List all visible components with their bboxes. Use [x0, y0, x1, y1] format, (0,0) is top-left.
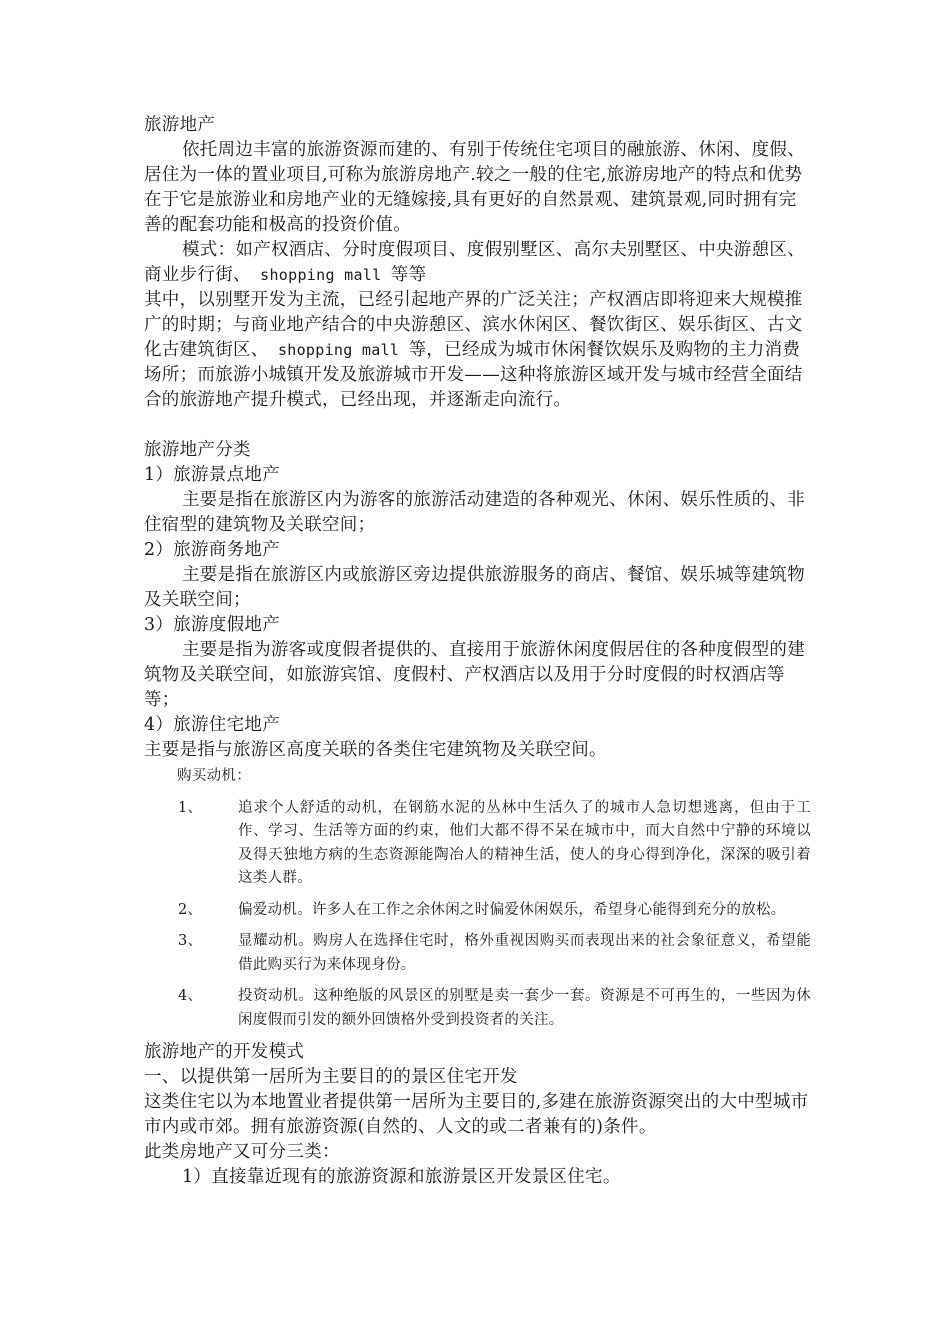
document-body [144, 113, 814, 1190]
motives-title: 购买动机： [177, 768, 251, 784]
dev-paragraph: 此类房地产又可分三类： [144, 1142, 340, 1162]
motive-number: 1、 [178, 799, 203, 816]
motive-item [144, 930, 814, 977]
spacer [144, 413, 814, 438]
motive-number: 2、 [178, 901, 203, 918]
motive-text: 偏爱动机。许多人在工作之余休闲之时偏爱休闲娱乐，希望身心能得到充分的放松。 [238, 901, 786, 918]
mode-mall: shopping mall [250, 266, 391, 284]
motives-section [144, 765, 814, 1032]
doc-title: 旅游地产 [144, 115, 216, 135]
mode-cont-2: 等，已经成为城市休闲餐饮娱乐及购物的主力消费场所；而旅游小城镇开发及旅游城市开发——这种将旅游区域开发与城市经营全面结合的旅游地产提升模式，已经出现，并逐渐走向流行。 [144, 340, 803, 410]
dev-heading: 旅游地产的开发模式 [144, 1042, 305, 1062]
category-desc: 主要是指在旅游区内或旅游区旁边提供旅游服务的商店、餐馆、娱乐城等建筑物及关联空间； [144, 565, 805, 610]
motive-item [144, 797, 814, 891]
category-title: 3）旅游度假地产 [144, 615, 281, 635]
mode-continuation [144, 288, 814, 413]
category-desc: 主要是指为游客或度假者提供的、直接用于旅游休闲度假居住的各种度假型的建筑物及关联空间，如旅游宾馆、度假村、产权酒店以及用于分时度假的时权酒店等等； [144, 640, 805, 710]
dev-paragraph: 这类住宅以为本地置业者提供第一居所为主要目的,多建在旅游资源突出的大中型城市市内或市郊。拥有旅游资源(自然的、人文的或二者兼有的)条件。 [144, 1092, 809, 1137]
category-heading: 旅游地产分类 [144, 440, 251, 460]
dev-subheading: 一、以提供第一居所为主要目的的景区住宅开发 [144, 1067, 518, 1087]
category-title: 4）旅游住宅地产 [144, 715, 281, 735]
mode-paragraph [144, 238, 814, 288]
mode-mall-2: shopping mall [268, 341, 409, 359]
mode-suffix: 等等 [390, 265, 427, 285]
motive-number: 3、 [178, 933, 203, 949]
category-desc: 主要是指在旅游区内为游客的旅游活动建造的各种观光、休闲、娱乐性质的、非住宿型的建筑物及关联空间； [144, 490, 805, 535]
motive-item [144, 985, 814, 1032]
category-desc: 主要是指与旅游区高度关联的各类住宅建筑物及关联空间。 [144, 740, 607, 760]
category-title: 1）旅游景点地产 [144, 465, 281, 485]
motive-number: 4、 [178, 988, 203, 1004]
dev-list-item: 1）直接靠近现有的旅游资源和旅游景区开发景区住宅。 [182, 1167, 621, 1187]
mode-cont-1: 其中，以别墅开发为主流，已经引起地产界的广泛关注；产权酒店即将迎来大规模推广的时期；与商业地产结合的中央游憩区、滨水休闲区、餐饮街区、娱乐街区、古文化古建筑街区、 [144, 290, 803, 360]
motive-text: 投资动机。这种绝版的风景区的别墅是卖一套少一套。资源是不可再生的，一些因为休闲度假而引发的额外回馈格外受到投资者的关注。 [238, 988, 811, 1028]
motive-text: 追求个人舒适的动机，在钢筋水泥的丛林中生活久了的城市人急切想逃离，但由于工作、学习、生活等方面的约束，他们大都不得不呆在城市中，而大自然中宁静的环境以及得天独地方病的生态资源能陶冶人的精神生活，使人的身心得到净化，深深的吸引着这类人群。 [238, 799, 811, 886]
mode-prefix: 模式：如产权酒店、分时度假项目、度假别墅区、高尔夫别墅区、中央游憩区、商业步行街、 [144, 240, 805, 285]
intro-paragraph: 依托周边丰富的旅游资源而建的、有别于传统住宅项目的融旅游、休闲、度假、居住为一体的置业项目,可称为旅游房地产.较之一般的住宅,旅游房地产的特点和优势在于它是旅游业和房地产业的无缝嫁接,具有更好的自然景观、建筑景观,同时拥有完善的配套功能和极高的投资价值。 [144, 140, 805, 235]
motive-text: 显耀动机。购房人在选择住宅时，格外重视因购买而表现出来的社会象征意义，希望能借此购买行为来体现身份。 [238, 933, 811, 973]
motive-item [144, 899, 814, 923]
category-title: 2）旅游商务地产 [144, 540, 281, 560]
